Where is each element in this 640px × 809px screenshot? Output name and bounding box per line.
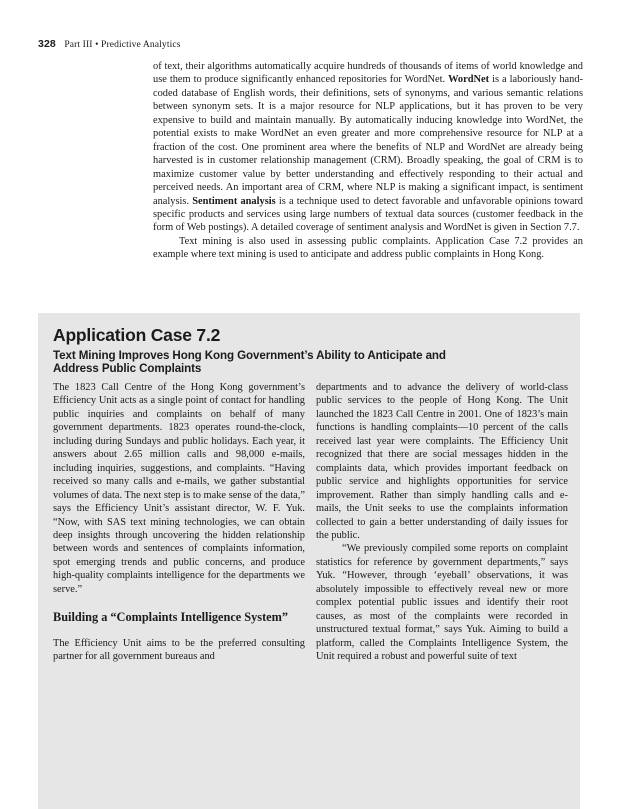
case-right-column [316, 381, 568, 664]
case-right-paragraph-1: departments and to advance the delivery of world-class public services to the people of Hong Kong. The Unit launched the 1823 Call Centre in 2001. One of 1823’s main functions is handling complaints—10 percent of the calls received last year were complaints. The Efficiency Unit recognized that there are social messages hidden in the complaints data, which provides important feedback on public service and highlights opportunities for service improvement. Rather than simply handling calls and e-mails, the Unit seeks to use the complaints information collected to gain a better understanding of daily issues for the public. [316, 382, 568, 541]
application-case-box [38, 313, 580, 809]
case-left-paragraph-1: The 1823 Call Centre of the Hong Kong government’s Efficiency Unit acts as a single point of contact for handling public inquiries and complaints on behalf of many government departments. 1823 operates round-the-clock, including during Sundays and public holidays. Each year, it answers about 2.65 million calls and 98,000 e-mails, including inquiries, suggestions, and complaints. “Having received so many calls and e-mails, we gather substantial volumes of data. The next step is to make sense of the data,” says the Efficiency Unit’s assistant director, W. F. Yuk. “Now, with SAS text mining technologies, we can obtain deep insights through uncovering the hidden relationship between words and sentences of complaints information, spot emerging trends and public concerns, and produce high-quality complaints intelligence for the departments we serve.” [53, 382, 305, 595]
case-left-column [53, 381, 305, 664]
intro-text-a: of text, their algorithms automatically acquire hundreds of thousands of items of world knowledge and use them to produce significantly enhanced repositories for WordNet. [153, 61, 583, 86]
intro-text-b: is a laboriously hand-coded database of English words, their definitions, sets of synonyms, and various semantic relations between synonym sets. It is a major resource for NLP applications, but it has proven to be very expensive to build and maintain manually. By automatically inducing knowledge into WordNet, the potential exists to make WordNet an even greater and more comprehensive resource for NLP at a fraction of the cost. One prominent area where the benefits of NLP and WordNet are already being harvested is in customer relationship management (CRM). Broadly speaking, the goal of CRM is to maximize customer value by better understanding and effectively responding to their actual and perceived needs. An important area of CRM, where NLP is making a significant impact, is sentiment analysis. [153, 74, 583, 207]
term-sentiment-analysis: Sentiment analysis [192, 195, 276, 207]
intro-text [153, 60, 583, 262]
case-left-paragraph-2: The Efficiency Unit aims to be the preferred consulting partner for all government bureaus and [53, 637, 305, 663]
section-heading: Building a “Complaints Intelligence System” [53, 610, 289, 625]
page-number: 328 [38, 38, 56, 50]
intro-paragraph-2: Text mining is also used in assessing public complaints. Application Case 7.2 provides an example where text mining is used to anticipate and address public complaints in Hong Kong. [153, 235, 583, 261]
case-right-paragraph-2: “We previously compiled some reports on complaint statistics for reference by government departments,” says Yuk. “However, through ‘eyeball’ observations, it was absolutely impossible to effectively reveal new or more complex potential public issues and identify their root causes, as most of the complaints were recorded in unstructured textual format,” says Yuk. Aiming to build a platform, called the Complaints Intelligence System, the Unit required a robust and powerful suite of text [316, 543, 568, 663]
case-subtitle: Text Mining Improves Hong Kong Government’s Ability to Anticipate and Address Public Complaints [53, 349, 446, 376]
running-title: Part III • Predictive Analytics [64, 39, 181, 50]
term-wordnet: WordNet [448, 74, 490, 86]
intro-text-c: is a technique used to detect favorable and unfavorable opinions toward specific products and services using large numbers of textual data sources (customer feedback in the form of Web postings). A detailed coverage of sentiment analysis and WordNet is given in Section 7.7. [153, 195, 583, 234]
intro-paragraph-1 [153, 60, 583, 235]
case-title: Application Case 7.2 [53, 325, 221, 345]
running-header [38, 38, 181, 50]
